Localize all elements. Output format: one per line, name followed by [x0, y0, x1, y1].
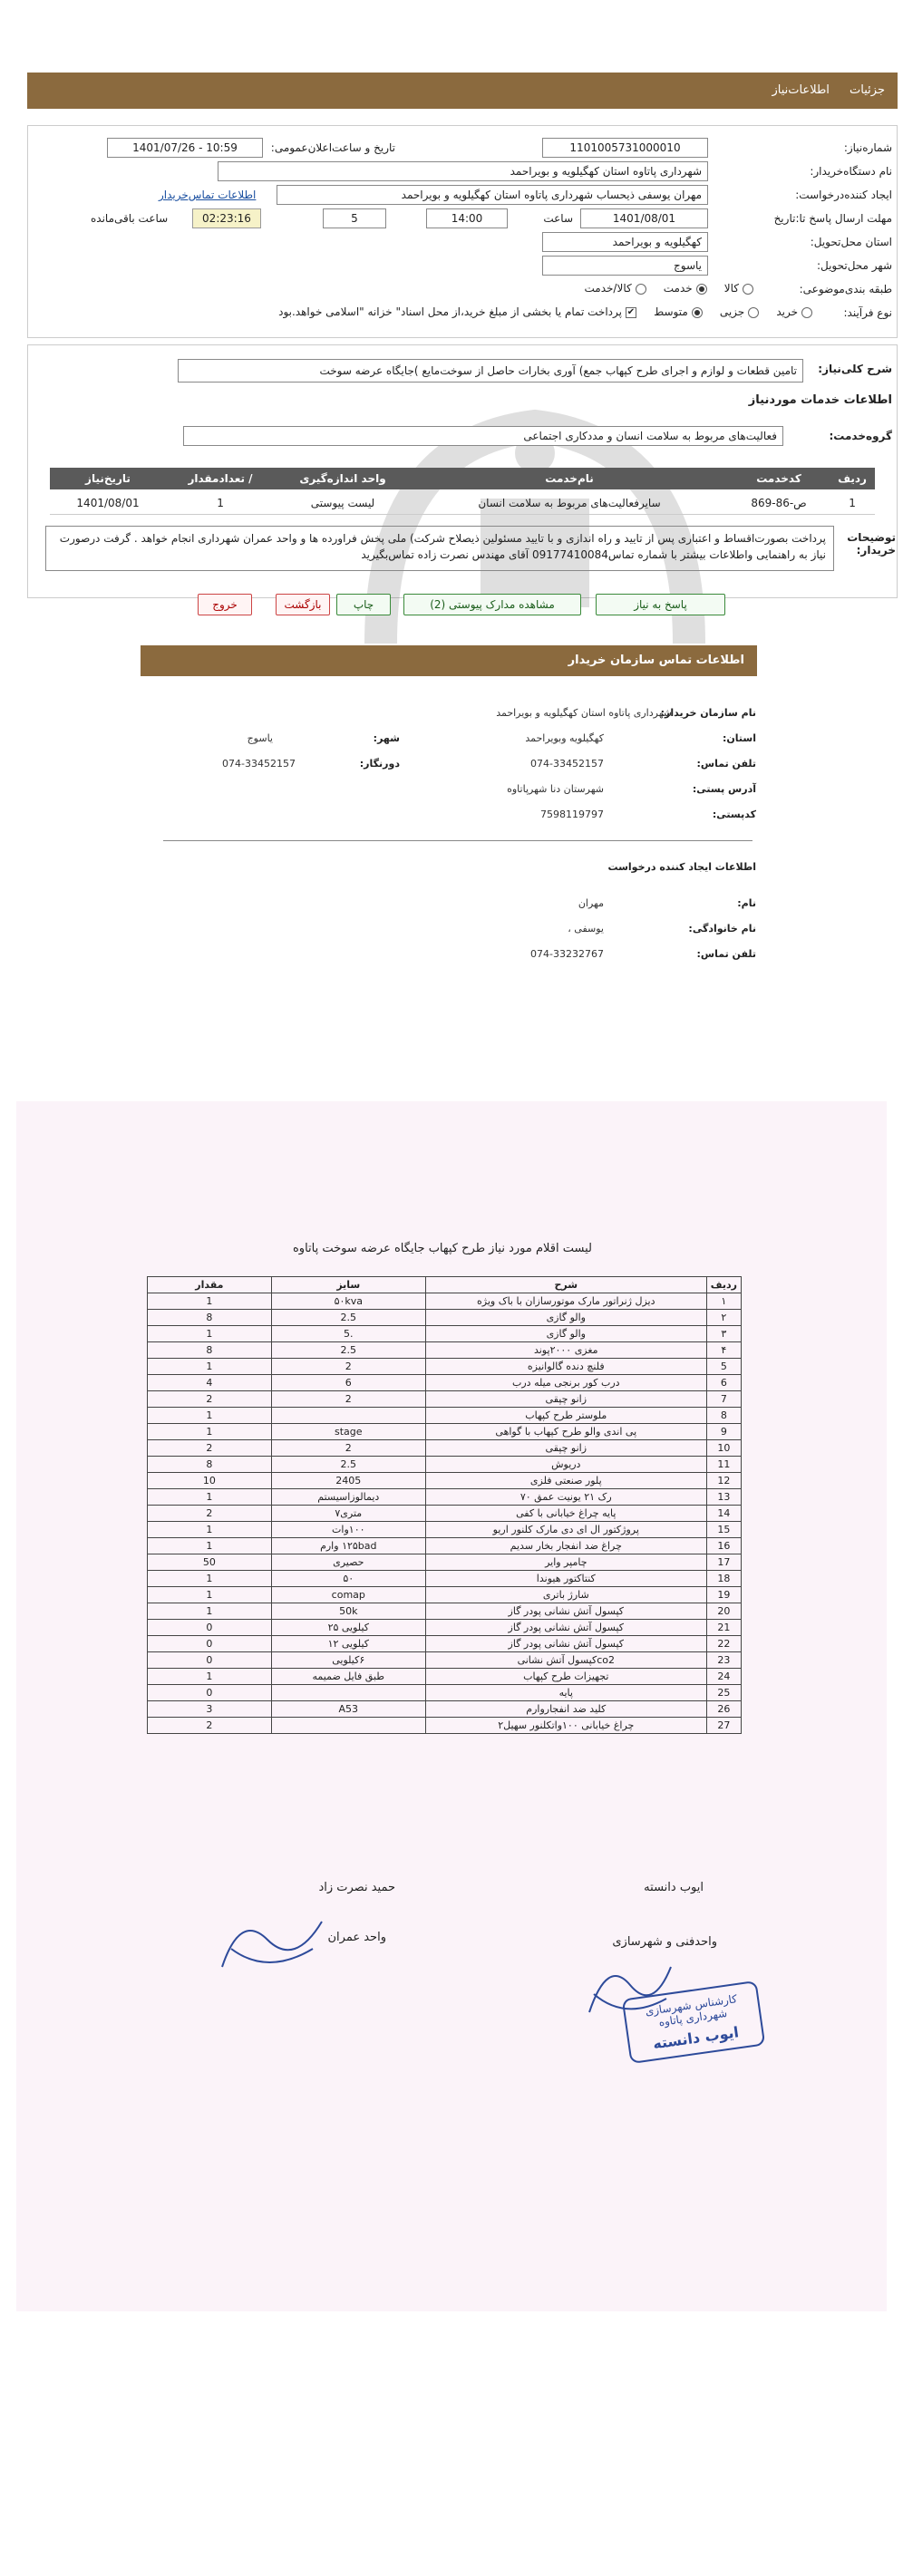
desc-label: شرح کلی‌نیاز:	[818, 363, 892, 375]
creator-phone-value: 074-33232767	[530, 948, 604, 960]
cell-size: 2	[271, 1359, 425, 1375]
treasury-payment-checkbox[interactable]: ✔پرداخت تمام یا بخشی از مبلغ خرید،از محل اسناد" خزانه "اسلامی خواهد.بود	[278, 305, 636, 318]
contact-org-label: نام سازمان خریدار:	[660, 707, 756, 719]
col-size: سایز	[271, 1277, 425, 1293]
table-row	[148, 1424, 742, 1440]
days-field: 5	[323, 208, 386, 228]
cell-name: سایرفعالیت‌های مربوط به سلامت انسان	[478, 496, 661, 509]
table-row	[148, 1375, 742, 1391]
contact-address-value: شهرستان دنا شهرپاتاوه	[507, 783, 604, 795]
cell-row: 25	[706, 1685, 741, 1701]
cell-qty: 1	[217, 496, 224, 509]
cell-size: 2.5	[271, 1310, 425, 1326]
cell-qty: 1	[148, 1326, 272, 1342]
category-goods-service-option[interactable]: کالا/خدمت	[585, 282, 646, 295]
cell-row: 1	[849, 496, 856, 509]
cell-qty: 1	[148, 1587, 272, 1603]
cell-desc: مغزی ۲۰۰۰پوند	[425, 1342, 706, 1359]
creator-phone-label: تلفن تماس:	[696, 948, 756, 960]
cell-row: 27	[706, 1718, 741, 1734]
contact-province-value: کهگیلویه وبویراحمد	[525, 732, 604, 744]
cell-size: ۱۲۵bad وارم	[271, 1538, 425, 1554]
divider	[163, 840, 752, 841]
table-row	[148, 1326, 742, 1342]
respond-button[interactable]: پاسخ به نیاز	[596, 594, 725, 615]
cell-row: ۴	[706, 1342, 741, 1359]
service-group-field: فعالیت‌های مربوط به سلامت انسان و مددکاری اجتماعی	[183, 426, 783, 446]
cell-size: 50k	[271, 1603, 425, 1620]
cell-row: 20	[706, 1603, 741, 1620]
document-title: لیست اقلام مورد نیاز طرح کپهاب جایگاه عرضه سوخت پاتاوه	[293, 1242, 592, 1255]
creator-name-label: نام:	[737, 897, 756, 909]
process-minor-option[interactable]: جزیی	[720, 305, 759, 318]
deadline-time-field: 14:00	[426, 208, 508, 228]
attachments-button[interactable]: مشاهده مدارک پیوستی (2)	[403, 594, 581, 615]
cell-size: دیمالوزاسیستم	[271, 1489, 425, 1506]
cell-qty: 2	[148, 1718, 272, 1734]
table-row	[148, 1669, 742, 1685]
city-label: شهر محل‌تحویل:	[816, 259, 892, 272]
col-date: تاریخ‌نیاز	[85, 472, 131, 485]
cell-row: ۱	[706, 1293, 741, 1310]
table-row	[50, 491, 875, 515]
cell-desc: زانو چپقی	[425, 1391, 706, 1408]
cell-row: 18	[706, 1571, 741, 1587]
tab-details[interactable]: جزئیات	[850, 83, 885, 97]
need-number-field: 1101005731000010	[542, 138, 708, 158]
cell-size: کیلویی ۲۵	[271, 1620, 425, 1636]
contact-city-value: یاسوج	[247, 732, 273, 744]
cell-desc: کلید ضد انفجاروارم	[425, 1701, 706, 1718]
contact-postal-value: 7598119797	[540, 809, 604, 820]
creator-field: مهران یوسفی ذیحساب شهرداری پاتاوه استان کهگیلویه و بویراحمد	[277, 185, 708, 205]
cell-size: 6	[271, 1375, 425, 1391]
contact-province-label: استان:	[723, 732, 756, 744]
cell-desc: کپسول آتش نشانی پودر گاز	[425, 1603, 706, 1620]
col-code: کدخدمت	[756, 472, 801, 485]
cell-size: stage	[271, 1424, 425, 1440]
print-button[interactable]: چاپ	[336, 594, 391, 615]
items-table	[147, 1276, 742, 1734]
cell-qty: 0	[148, 1620, 272, 1636]
table-row	[148, 1293, 742, 1310]
cell-qty: 1	[148, 1603, 272, 1620]
cell-desc: ملوستر طرح کپهاب	[425, 1408, 706, 1424]
table-row	[148, 1685, 742, 1701]
cell-size: حصیری	[271, 1554, 425, 1571]
cell-desc: تجهیزات طرح کپهاب	[425, 1669, 706, 1685]
table-row	[148, 1440, 742, 1457]
cell-qty: 10	[148, 1473, 272, 1489]
cell-row: 26	[706, 1701, 741, 1718]
cell-size: comap	[271, 1587, 425, 1603]
cell-size	[271, 1408, 425, 1424]
process-radio-group	[278, 305, 812, 318]
cell-qty: 2	[148, 1391, 272, 1408]
cell-qty: 0	[148, 1652, 272, 1669]
cell-size	[271, 1685, 425, 1701]
cell-qty: 1	[148, 1424, 272, 1440]
col-qty: مقدار	[148, 1277, 272, 1293]
cell-qty: 1	[148, 1522, 272, 1538]
cell-desc: پروژکتور ال ای دی مارک کلنور اریو	[425, 1522, 706, 1538]
cell-size: A53	[271, 1701, 425, 1718]
cell-desc: زانو چپقی	[425, 1440, 706, 1457]
col-row: ردیف	[706, 1277, 741, 1293]
cell-row: 14	[706, 1506, 741, 1522]
cell-row: 5	[706, 1359, 741, 1375]
contact-phone-value: 074-33452157	[530, 758, 604, 770]
table-row	[148, 1342, 742, 1359]
col-unit: واحد اندازه‌گیری	[299, 472, 386, 485]
contact-org-value: شهرداری پاتاوه استان کهگیلویه و بویراحمد	[496, 707, 672, 719]
cell-code: ص-86-869	[751, 496, 807, 509]
stamp-text: کارشناس شهرسازی شهرداری پاتاوه	[644, 1992, 738, 2029]
cell-qty: 8	[148, 1342, 272, 1359]
category-service-option[interactable]: خدمت	[664, 282, 707, 295]
cell-row: 24	[706, 1669, 741, 1685]
province-field: کهگیلویه و بویراحمد	[542, 232, 708, 252]
cell-row: ۲	[706, 1310, 741, 1326]
deadline-time-label: ساعت	[543, 212, 573, 225]
city-field: یاسوج	[542, 256, 708, 276]
category-radio-group	[585, 282, 754, 295]
creator-family-label: نام خانوادگی:	[688, 923, 756, 935]
cell-size: ۵۰	[271, 1571, 425, 1587]
cell-desc: پایه	[425, 1685, 706, 1701]
cell-qty: 0	[148, 1636, 272, 1652]
table-row	[148, 1701, 742, 1718]
cell-size: طبق فایل ضمیمه	[271, 1669, 425, 1685]
cell-size: 2	[271, 1440, 425, 1457]
cell-desc: والو گازی	[425, 1326, 706, 1342]
stamp-name: ایوب دانسته	[651, 2023, 740, 2053]
cell-desc: شارژ باتری	[425, 1587, 706, 1603]
table-row	[148, 1620, 742, 1636]
cell-qty: 1	[148, 1293, 272, 1310]
service-group-label: گروه‌خدمت:	[829, 430, 892, 442]
buyer-org-field: شهرداری پاتاوه استان کهگیلویه و بویراحمد	[218, 161, 708, 181]
cell-desc: دریوش	[425, 1457, 706, 1473]
cell-desc: دیزل ژنراتور مارک موتورسازان با باک ویژه	[425, 1293, 706, 1310]
cell-row: 9	[706, 1424, 741, 1440]
remaining-timer: 02:23:16	[192, 208, 261, 228]
cell-desc: چامپر وایر	[425, 1554, 706, 1571]
cell-qty: 4	[148, 1375, 272, 1391]
cell-size: 2.5	[271, 1457, 425, 1473]
cell-row: 6	[706, 1375, 741, 1391]
need-number-label: شماره‌نیاز:	[843, 141, 892, 154]
table-row	[148, 1506, 742, 1522]
creator-family-value: یوسفی ،	[568, 923, 604, 935]
cell-desc: co2کپسول آتش نشانی	[425, 1652, 706, 1669]
table-row	[148, 1571, 742, 1587]
contact-fax-value: 074-33452157	[222, 758, 296, 770]
cell-size: ۵۰kva	[271, 1293, 425, 1310]
sig-right-unit: واحدفنی و شهرسازی	[612, 1935, 717, 1949]
cell-row: 13	[706, 1489, 741, 1506]
col-name: نام‌خدمت	[545, 472, 594, 485]
contact-phone-label: تلفن تماس:	[696, 758, 756, 770]
back-button[interactable]: بازگشت	[276, 594, 330, 615]
announce-label: تاریخ و ساعت‌اعلان‌عمومی:	[270, 141, 395, 154]
cell-row: 10	[706, 1440, 741, 1457]
cell-qty: 2	[148, 1506, 272, 1522]
cell-qty: 0	[148, 1685, 272, 1701]
table-row	[148, 1408, 742, 1424]
table-row	[148, 1489, 742, 1506]
cell-qty: 50	[148, 1554, 272, 1571]
table-row	[148, 1457, 742, 1473]
desc-field: تامین قطعات و لوازم و اجرای طرح کپهاب جمع) آوری بخارات حاصل از سوخت‌مایع )جایگاه عرضه سوخت	[178, 359, 803, 383]
table-row	[148, 1587, 742, 1603]
buyer-contact-link[interactable]: اطلاعات تماس‌خریدار	[159, 189, 257, 201]
cell-row: ۳	[706, 1326, 741, 1342]
table-row	[148, 1310, 742, 1326]
cell-row: 16	[706, 1538, 741, 1554]
contact-postal-label: کدپستی:	[712, 809, 756, 820]
process-medium-option[interactable]: متوسط	[654, 305, 703, 318]
buyer-notes-label: توضیحات خریدار:	[847, 531, 896, 557]
cell-size: ۶کیلویی	[271, 1652, 425, 1669]
cell-qty: 2	[148, 1440, 272, 1457]
cell-qty: 1	[148, 1571, 272, 1587]
remaining-label: ساعت باقی‌مانده	[91, 212, 169, 225]
table-row	[148, 1391, 742, 1408]
cell-desc: چراغ خیابانی ۱۰۰واتکلنور سهیل۲	[425, 1718, 706, 1734]
cell-desc: چراغ ضد انفجار بخار سدیم	[425, 1538, 706, 1554]
cell-size: 2.5	[271, 1342, 425, 1359]
cell-desc: پایه چراغ خیابانی با کفی	[425, 1506, 706, 1522]
table-row	[148, 1636, 742, 1652]
cell-desc: پلور صنعتی فلزی	[425, 1473, 706, 1489]
cell-row: 8	[706, 1408, 741, 1424]
contact-address-label: آدرس پستی:	[692, 783, 756, 795]
category-label: طبقه بندی‌موضوعی:	[799, 283, 892, 295]
cell-row: 19	[706, 1587, 741, 1603]
services-table-header	[50, 468, 875, 489]
table-row	[148, 1718, 742, 1734]
col-qty: / تعدادمقدار	[188, 472, 253, 485]
cell-desc: فلنچ دنده گالوانیزه	[425, 1359, 706, 1375]
contact-fax-label: دورنگار:	[359, 758, 400, 770]
buyer-notes-field: پرداخت بصورت‌اقساط و اعتباری پس از تایید و راه اندازی و با تایید مسئولین ذیصلاح شرکت) ملی پخش فراورده ها و واحد عمران شهرداری انجام خواهد . گرفت درصورت نیاز به راهنمایی واطلاعات بیشتر با شماره تماس09177410084 آقای مهندس نصرت زاده تماس‌بگیرید	[45, 526, 834, 571]
cell-row: 7	[706, 1391, 741, 1408]
creator-name-value: مهران	[578, 897, 604, 909]
cell-size: ۱۰۰وات	[271, 1522, 425, 1538]
cell-size: متری۷	[271, 1506, 425, 1522]
cell-size	[271, 1718, 425, 1734]
items-table-header	[148, 1277, 742, 1293]
signature-left	[213, 1894, 331, 1985]
top-tab-bar	[27, 73, 898, 109]
province-label: استان محل‌تحویل:	[810, 236, 892, 248]
creator-label: ایجاد کننده‌درخواست:	[795, 189, 892, 201]
table-row	[148, 1652, 742, 1669]
cell-size: 2	[271, 1391, 425, 1408]
table-row	[148, 1538, 742, 1554]
tab-need-info[interactable]: اطلاعات‌نیاز	[772, 83, 830, 97]
col-desc: شرح	[425, 1277, 706, 1293]
cell-date: 1401/08/01	[76, 496, 140, 509]
cell-unit: لیست پیوستی	[310, 496, 375, 509]
buyer-org-label: نام دستگاه‌خریدار:	[810, 165, 892, 178]
cell-qty: 8	[148, 1310, 272, 1326]
services-header: اطلاعات خدمات موردنیاز	[748, 393, 892, 407]
cell-row: 12	[706, 1473, 741, 1489]
cell-desc: درب کور برنجی میله درب	[425, 1375, 706, 1391]
cell-desc: کنتاکتور هیوندا	[425, 1571, 706, 1587]
cell-size: 2405	[271, 1473, 425, 1489]
exit-button[interactable]: خروج	[198, 594, 252, 615]
announce-field: 1401/07/26 - 10:59	[107, 138, 263, 158]
table-row	[148, 1473, 742, 1489]
cell-row: 23	[706, 1652, 741, 1669]
cell-qty: 8	[148, 1457, 272, 1473]
table-row	[148, 1359, 742, 1375]
process-label: نوع فرآیند:	[843, 306, 892, 319]
cell-qty: 1	[148, 1359, 272, 1375]
cell-qty: 1	[148, 1538, 272, 1554]
table-row	[148, 1554, 742, 1571]
process-purchase-option[interactable]: خرید	[776, 305, 812, 318]
cell-qty: 1	[148, 1489, 272, 1506]
cell-qty: 1	[148, 1669, 272, 1685]
cell-row: 21	[706, 1620, 741, 1636]
cell-row: 22	[706, 1636, 741, 1652]
cell-size: کیلویی ۱۲	[271, 1636, 425, 1652]
table-row	[148, 1522, 742, 1538]
cell-qty: 1	[148, 1408, 272, 1424]
cell-desc: رک ۲۱ یونیت عمق ۷۰	[425, 1489, 706, 1506]
cell-row: 11	[706, 1457, 741, 1473]
cell-size: .5	[271, 1326, 425, 1342]
sig-left-name: حمید نصرت زاد	[318, 1881, 395, 1894]
deadline-date-field: 1401/08/01	[580, 208, 708, 228]
col-row: ردیف	[838, 472, 867, 485]
contact-section-header: اطلاعات تماس سازمان خریدار	[141, 645, 757, 676]
cell-desc: کپسول آتش نشانی پودر گاز	[425, 1620, 706, 1636]
cell-qty: 3	[148, 1701, 272, 1718]
cell-desc: کپسول آتش نشانی پودر گاز	[425, 1636, 706, 1652]
table-row	[148, 1603, 742, 1620]
cell-desc: والو گازی	[425, 1310, 706, 1326]
contact-city-label: شهر:	[373, 732, 400, 744]
category-goods-option[interactable]: کالا	[724, 282, 753, 295]
deadline-label: مهلت ارسال پاسخ تا:تاریخ	[773, 212, 892, 225]
creator-section-title: اطلاعات ایجاد کننده درخواست	[607, 861, 756, 873]
sig-right-name: ایوب دانسته	[644, 1881, 704, 1894]
sig-left-unit: واحد عمران	[327, 1931, 386, 1944]
cell-desc: پی اندی والو طرح کپهاب با گواهی	[425, 1424, 706, 1440]
cell-row: 17	[706, 1554, 741, 1571]
cell-row: 15	[706, 1522, 741, 1538]
